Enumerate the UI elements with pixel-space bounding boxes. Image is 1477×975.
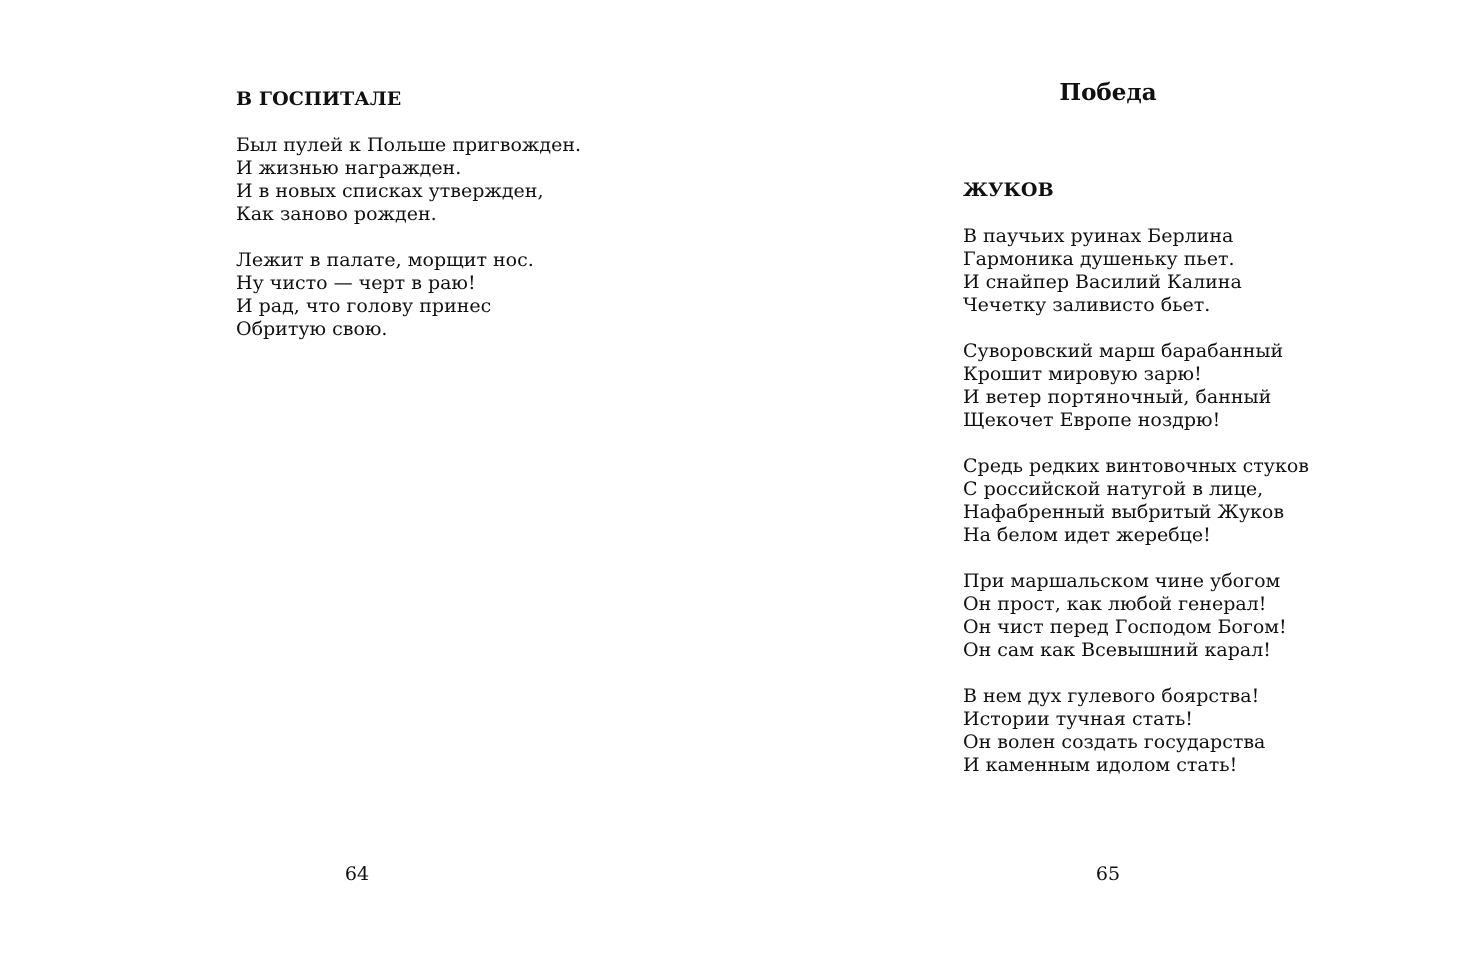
poem-body	[236, 134, 581, 364]
poem-line: Он прост, как любой генерал!	[963, 593, 1267, 615]
poem-body	[963, 225, 1309, 800]
poem-title: В ГОСПИТАЛЕ	[236, 88, 402, 110]
poem-line: Средь редких винтовочных стуков	[963, 455, 1309, 477]
poem-line: Истории тучная стать!	[963, 708, 1193, 730]
stanza	[963, 225, 1309, 317]
poem-line: Крошит мировую зарю!	[963, 363, 1202, 385]
poem-line: И ветер портяночный, банный	[963, 386, 1272, 408]
poem-line: Он волен создать государства	[963, 731, 1266, 753]
poem-line: И снайпер Василий Калина	[963, 271, 1242, 293]
section-title: Победа	[1059, 79, 1157, 106]
poem-line: Ну чисто — черт в раю!	[236, 272, 476, 294]
poem-line: При маршальском чине убогом	[963, 570, 1281, 592]
poem-line: Нафабренный выбритый Жуков	[963, 501, 1285, 523]
stanza	[963, 685, 1309, 777]
stanza	[236, 249, 581, 341]
poem-line: На белом идет жеребце!	[963, 524, 1211, 546]
page-number: 65	[1095, 863, 1121, 885]
poem-title: ЖУКОВ	[963, 179, 1054, 201]
stanza	[963, 340, 1309, 432]
poem-line: Был пулей к Польше пригвожден.	[236, 134, 582, 156]
poem-line: Щекочет Европе ноздрю!	[963, 409, 1221, 431]
poem-line: Как заново рожден.	[236, 203, 437, 225]
poem-line: Он чист перед Господом Богом!	[963, 616, 1287, 638]
poem-line: В нем дух гулевого боярства!	[963, 685, 1260, 707]
poem-line: И жизнью награжден.	[236, 157, 462, 179]
page-number: 64	[344, 863, 370, 885]
poem-line: И каменным идолом стать!	[963, 754, 1238, 776]
poem-line: И рад, что голову принес	[236, 295, 492, 317]
poem-line: Обритую свою.	[236, 318, 388, 340]
stanza	[236, 134, 581, 226]
poem-line: С российской натугой в лице,	[963, 478, 1264, 500]
poem-line: Суворовский марш барабанный	[963, 340, 1284, 362]
left-page	[0, 0, 738, 975]
poem-line: Он сам как Всевышний карал!	[963, 639, 1271, 661]
poem-line: И в новых списках утвержден,	[236, 180, 544, 202]
poem-line: Чечетку заливисто бьет.	[963, 294, 1211, 316]
poem-line: В паучьих руинах Берлина	[963, 225, 1234, 247]
stanza	[963, 455, 1309, 547]
right-page	[738, 0, 1477, 975]
stanza	[963, 570, 1309, 662]
poem-line: Лежит в палате, морщит нос.	[236, 249, 534, 271]
poem-line: Гармоника душеньку пьет.	[963, 248, 1235, 270]
